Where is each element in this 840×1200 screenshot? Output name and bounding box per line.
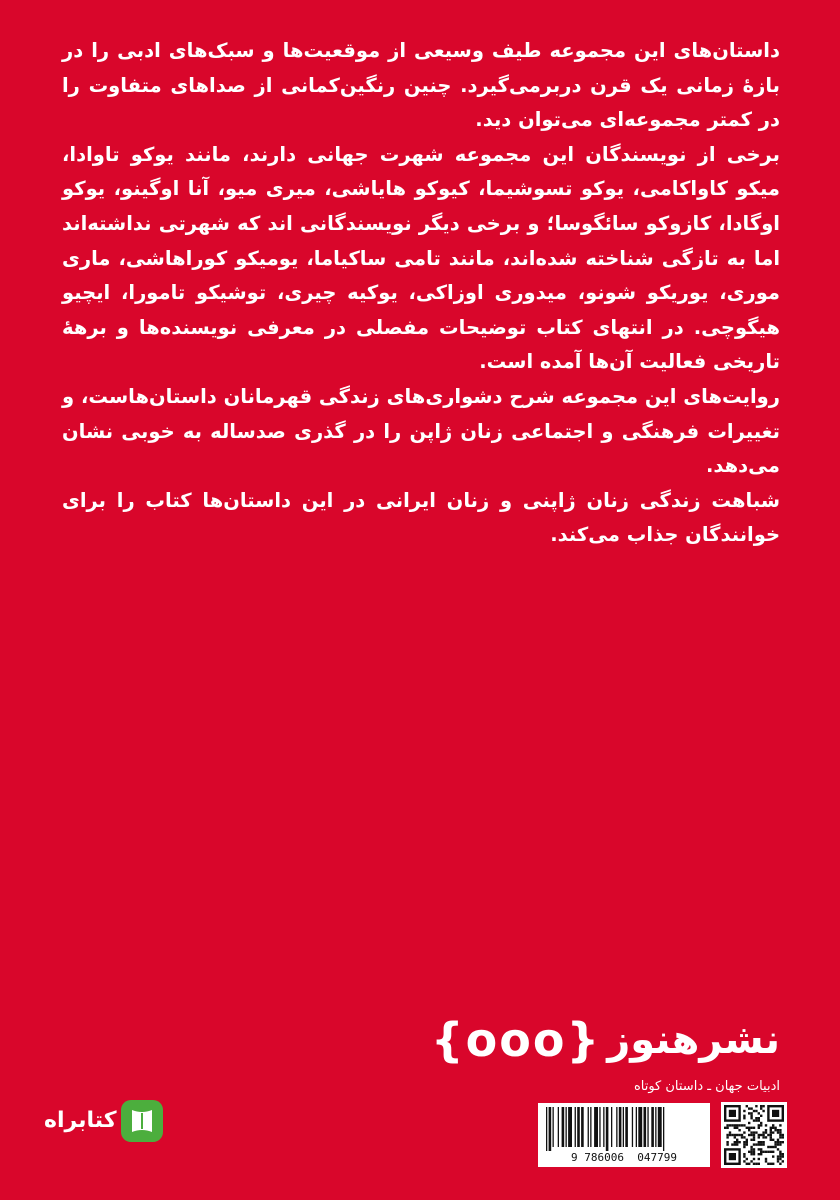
qr-code (721, 1102, 787, 1168)
publisher-mark: {ooo} (430, 1013, 602, 1067)
publisher-name: نشرهنوز (607, 1017, 780, 1063)
retailer-logo (40, 1096, 167, 1146)
genre-label: ادبیات جهان ـ داستان کوتاه (633, 1079, 780, 1094)
isbn-number: 9 786006 047799 (571, 1151, 677, 1164)
isbn-barcode (538, 1103, 710, 1167)
book-icon (117, 1096, 167, 1146)
back-cover-blurb (62, 34, 780, 553)
retailer-name: کتابراه (44, 1108, 117, 1133)
barcode-bars (546, 1107, 702, 1151)
blurb-paragraph-3: روایت‌های این مجموعه شرح دشواری‌های زندگی قهرمانان داستان‌هاست، و تغییرات فرهنگی و اجتماعی زنان ژاپن را در گذری صدساله به خوبی نشان می‌دهد. (62, 384, 780, 478)
blurb-paragraph-4: شباهت زندگی زنان ژاپنی و زنان ایرانی در این داستان‌ها کتاب را برای خوانندگان جذاب می‌کند. (62, 488, 780, 547)
blurb-paragraph-1: داستان‌های این مجموعه طیف وسیعی از موقعیت‌ها و سبک‌های ادبی را در بازهٔ زمانی یک قرن دربرمی‌گیرد. چنین رنگین‌کمانی از صداهای متفاوت را در کمتر مجموعه‌ای می‌توان دید. (62, 39, 780, 132)
publisher-logo (431, 1010, 780, 1070)
blurb-paragraph-2: برخی از نویسندگان این مجموعه شهرت جهانی دارند، مانند یوکو تاوادا، میکو کاواکامی، یوکو تسوشیما، کیوکو هایاشی، میری میو، آنا اوگینو، یوکو اوگادا، کازوکو سائگوسا؛ و برخی دیگر نویسندگانی اند که شهرتی نداشته‌اند اما به تازگی شناخته شده‌اند، مانند تامی ساکیاما، یومیکو کوراهاشی، ماری موری، یوریکو شونو، میدوری اوزاکی، یوکیه چیری، توشیکو تامورا، ایچیو هیگوچی. در انتهای کتاب توضیحات مفصلی در معرفی نویسنده‌ها و برههٔ تاریخی فعالیت آن‌ها آمده است. (62, 142, 780, 374)
qr-code-pattern (724, 1105, 784, 1165)
